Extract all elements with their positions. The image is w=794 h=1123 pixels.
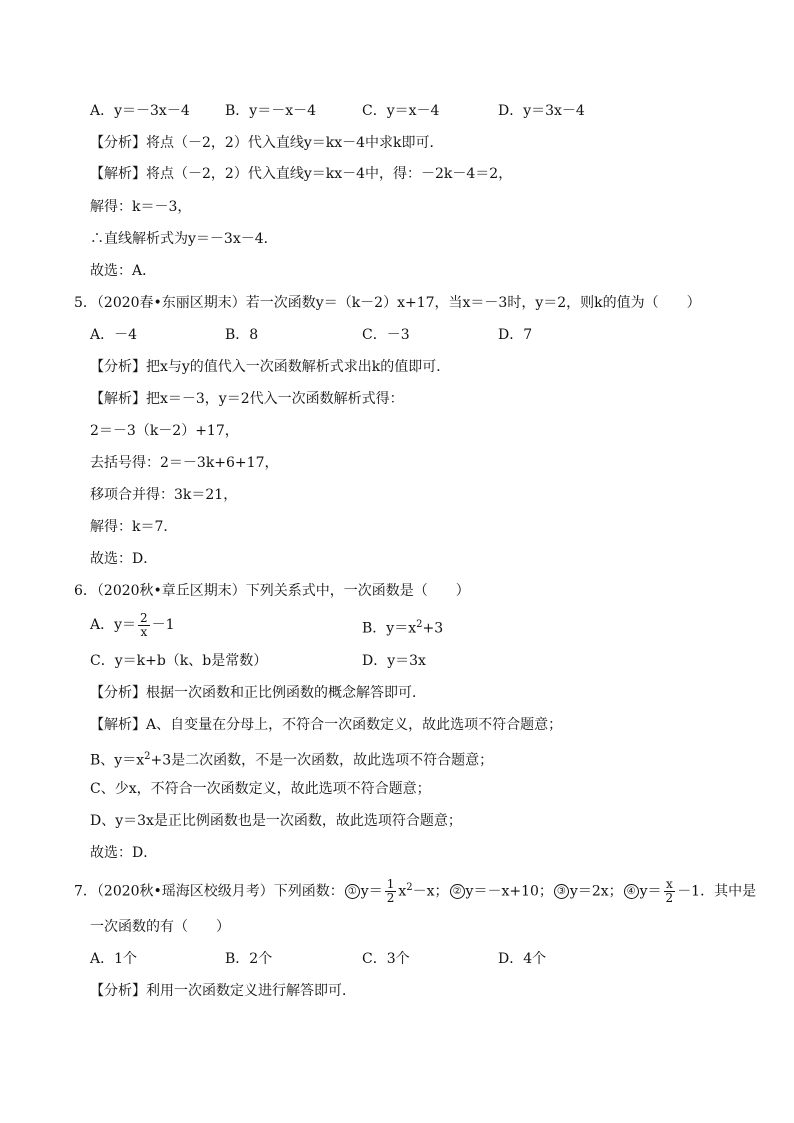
q7-stem-prefix: 7．（2020秋•瑶海区校级月考）下列函数： [74, 883, 344, 900]
q5-solution-2: 2＝－3（k－2）+17， [90, 423, 239, 439]
q6-option-a-suffix: －1 [151, 617, 175, 633]
q7-f4-prefix: y＝ [639, 883, 662, 900]
q7-option-c: C．3个 [362, 951, 410, 967]
q5-stem: 5．（2020春•东丽区期末）若一次函数y＝（k－2）x+17，当x＝－3时，y＝2，则k的值为（ ） [74, 295, 701, 311]
q7-f4-denominator: 2 [665, 891, 674, 906]
q6-option-a-prefix: A．y＝ [90, 617, 137, 633]
q6-option-a-denominator: x [138, 625, 150, 639]
q4-option-d: D．y＝3x－4 [498, 103, 585, 119]
q6-option-d: D．y＝3x [362, 653, 426, 669]
q6-option-a-numerator: 2 [140, 610, 148, 625]
q7-f1-prefix: y＝ [360, 883, 383, 900]
q5-option-a: A．－4 [90, 327, 138, 343]
q7-f4-suffix: －1．其中是 [677, 883, 757, 900]
q5-option-c: C．－3 [362, 327, 410, 343]
q6-option-b-suffix: +3 [422, 620, 444, 637]
q4-solution-3: ∴直线解析式为y＝－3x－4． [90, 231, 278, 247]
q7-circled-4: ④ [624, 884, 639, 899]
q6-solution-3: C、少x，不符合一次函数定义，故此选项不符合题意； [90, 781, 431, 797]
q7-f1-denominator: 2 [386, 891, 395, 906]
q6-solution-2 [90, 747, 493, 771]
q7-f2: y＝－x+10； [465, 883, 553, 900]
q4-solution-2: 解得：k＝－3， [90, 199, 192, 215]
q6-option-b-prefix: B．y＝x [362, 620, 417, 637]
q7-f1-mid: x [398, 883, 407, 900]
q7-circled-3: ③ [554, 884, 569, 899]
q7-option-a: A．1个 [90, 951, 138, 967]
q4-option-a: A．y＝－3x－4 [90, 103, 190, 119]
q6-option-c: C．y＝k+b（k、b是常数） [90, 653, 268, 669]
q5-analysis: 【分析】把x与y的值代入一次函数解析式求出k的值即可． [90, 359, 451, 375]
q6-solution-4: D、y＝3x是正比例函数也是一次函数，故此选项符合题意； [90, 813, 462, 829]
q6-option-a-fraction [138, 612, 150, 639]
q7-circled-2: ② [450, 884, 465, 899]
q6-solution-2-suffix: +3是二次函数，不是一次函数，故此选项不符合题意； [150, 752, 494, 769]
q7-f1-exponent: 2 [406, 882, 413, 893]
q6-stem: 6．（2020秋•章丘区期末）下列关系式中，一次函数是（ ） [74, 583, 470, 599]
q6-solution-2-prefix: B、y＝x [90, 752, 145, 769]
q4-analysis: 【分析】将点（－2，2）代入直线y＝kx－4中求k即可． [90, 135, 444, 151]
q6-option-b [362, 615, 443, 639]
q5-solution-4: 移项合并得：3k＝21， [90, 487, 238, 503]
q7-f1-fraction [385, 878, 397, 905]
q4-solution-4: 故选：A． [90, 263, 157, 279]
q6-solution-5: 故选：D． [90, 845, 158, 861]
q7-option-d: D．4个 [498, 951, 547, 967]
q5-solution-5: 解得：k＝7． [90, 519, 178, 535]
q5-solution-6: 故选：D． [90, 551, 158, 567]
q6-solution-2-exponent: 2 [144, 751, 151, 762]
q7-f1-numerator: 1 [386, 877, 395, 892]
q7-circled-1: ① [345, 884, 360, 899]
q6-option-b-exponent: 2 [416, 619, 423, 630]
q5-solution-3: 去括号得：2＝－3k+6+17， [90, 455, 279, 471]
q7-f4-fraction [664, 878, 676, 905]
q5-option-d: D．7 [498, 327, 533, 343]
q7-f4-numerator: x [665, 877, 673, 892]
q5-solution-1: 【解析】把x＝－3，y＝2代入一次函数解析式得： [90, 391, 404, 407]
q7-stem-line-2: 一次函数的有（ ） [90, 919, 230, 935]
q7-stem [74, 873, 756, 907]
q4-solution-1: 【解析】将点（－2，2）代入直线y＝kx－4中，得：－2k－4＝2， [90, 166, 513, 182]
q7-f1-suffix: －x； [412, 883, 449, 900]
q6-option-a [90, 610, 175, 640]
q7-option-b: B．2个 [225, 951, 273, 967]
q6-analysis: 【分析】根据一次函数和正比例函数的概念解答即可． [90, 685, 426, 701]
q6-solution-1: 【解析】A、自变量在分母上，不符合一次函数定义，故此选项不符合题意； [90, 717, 563, 733]
q4-option-c: C．y＝x－4 [362, 103, 440, 119]
q4-option-b: B．y＝－x－4 [225, 103, 316, 119]
q7-f3: y＝2x； [569, 883, 623, 900]
q7-analysis: 【分析】利用一次函数定义进行解答即可． [90, 983, 356, 999]
q5-option-b: B．8 [225, 327, 259, 343]
